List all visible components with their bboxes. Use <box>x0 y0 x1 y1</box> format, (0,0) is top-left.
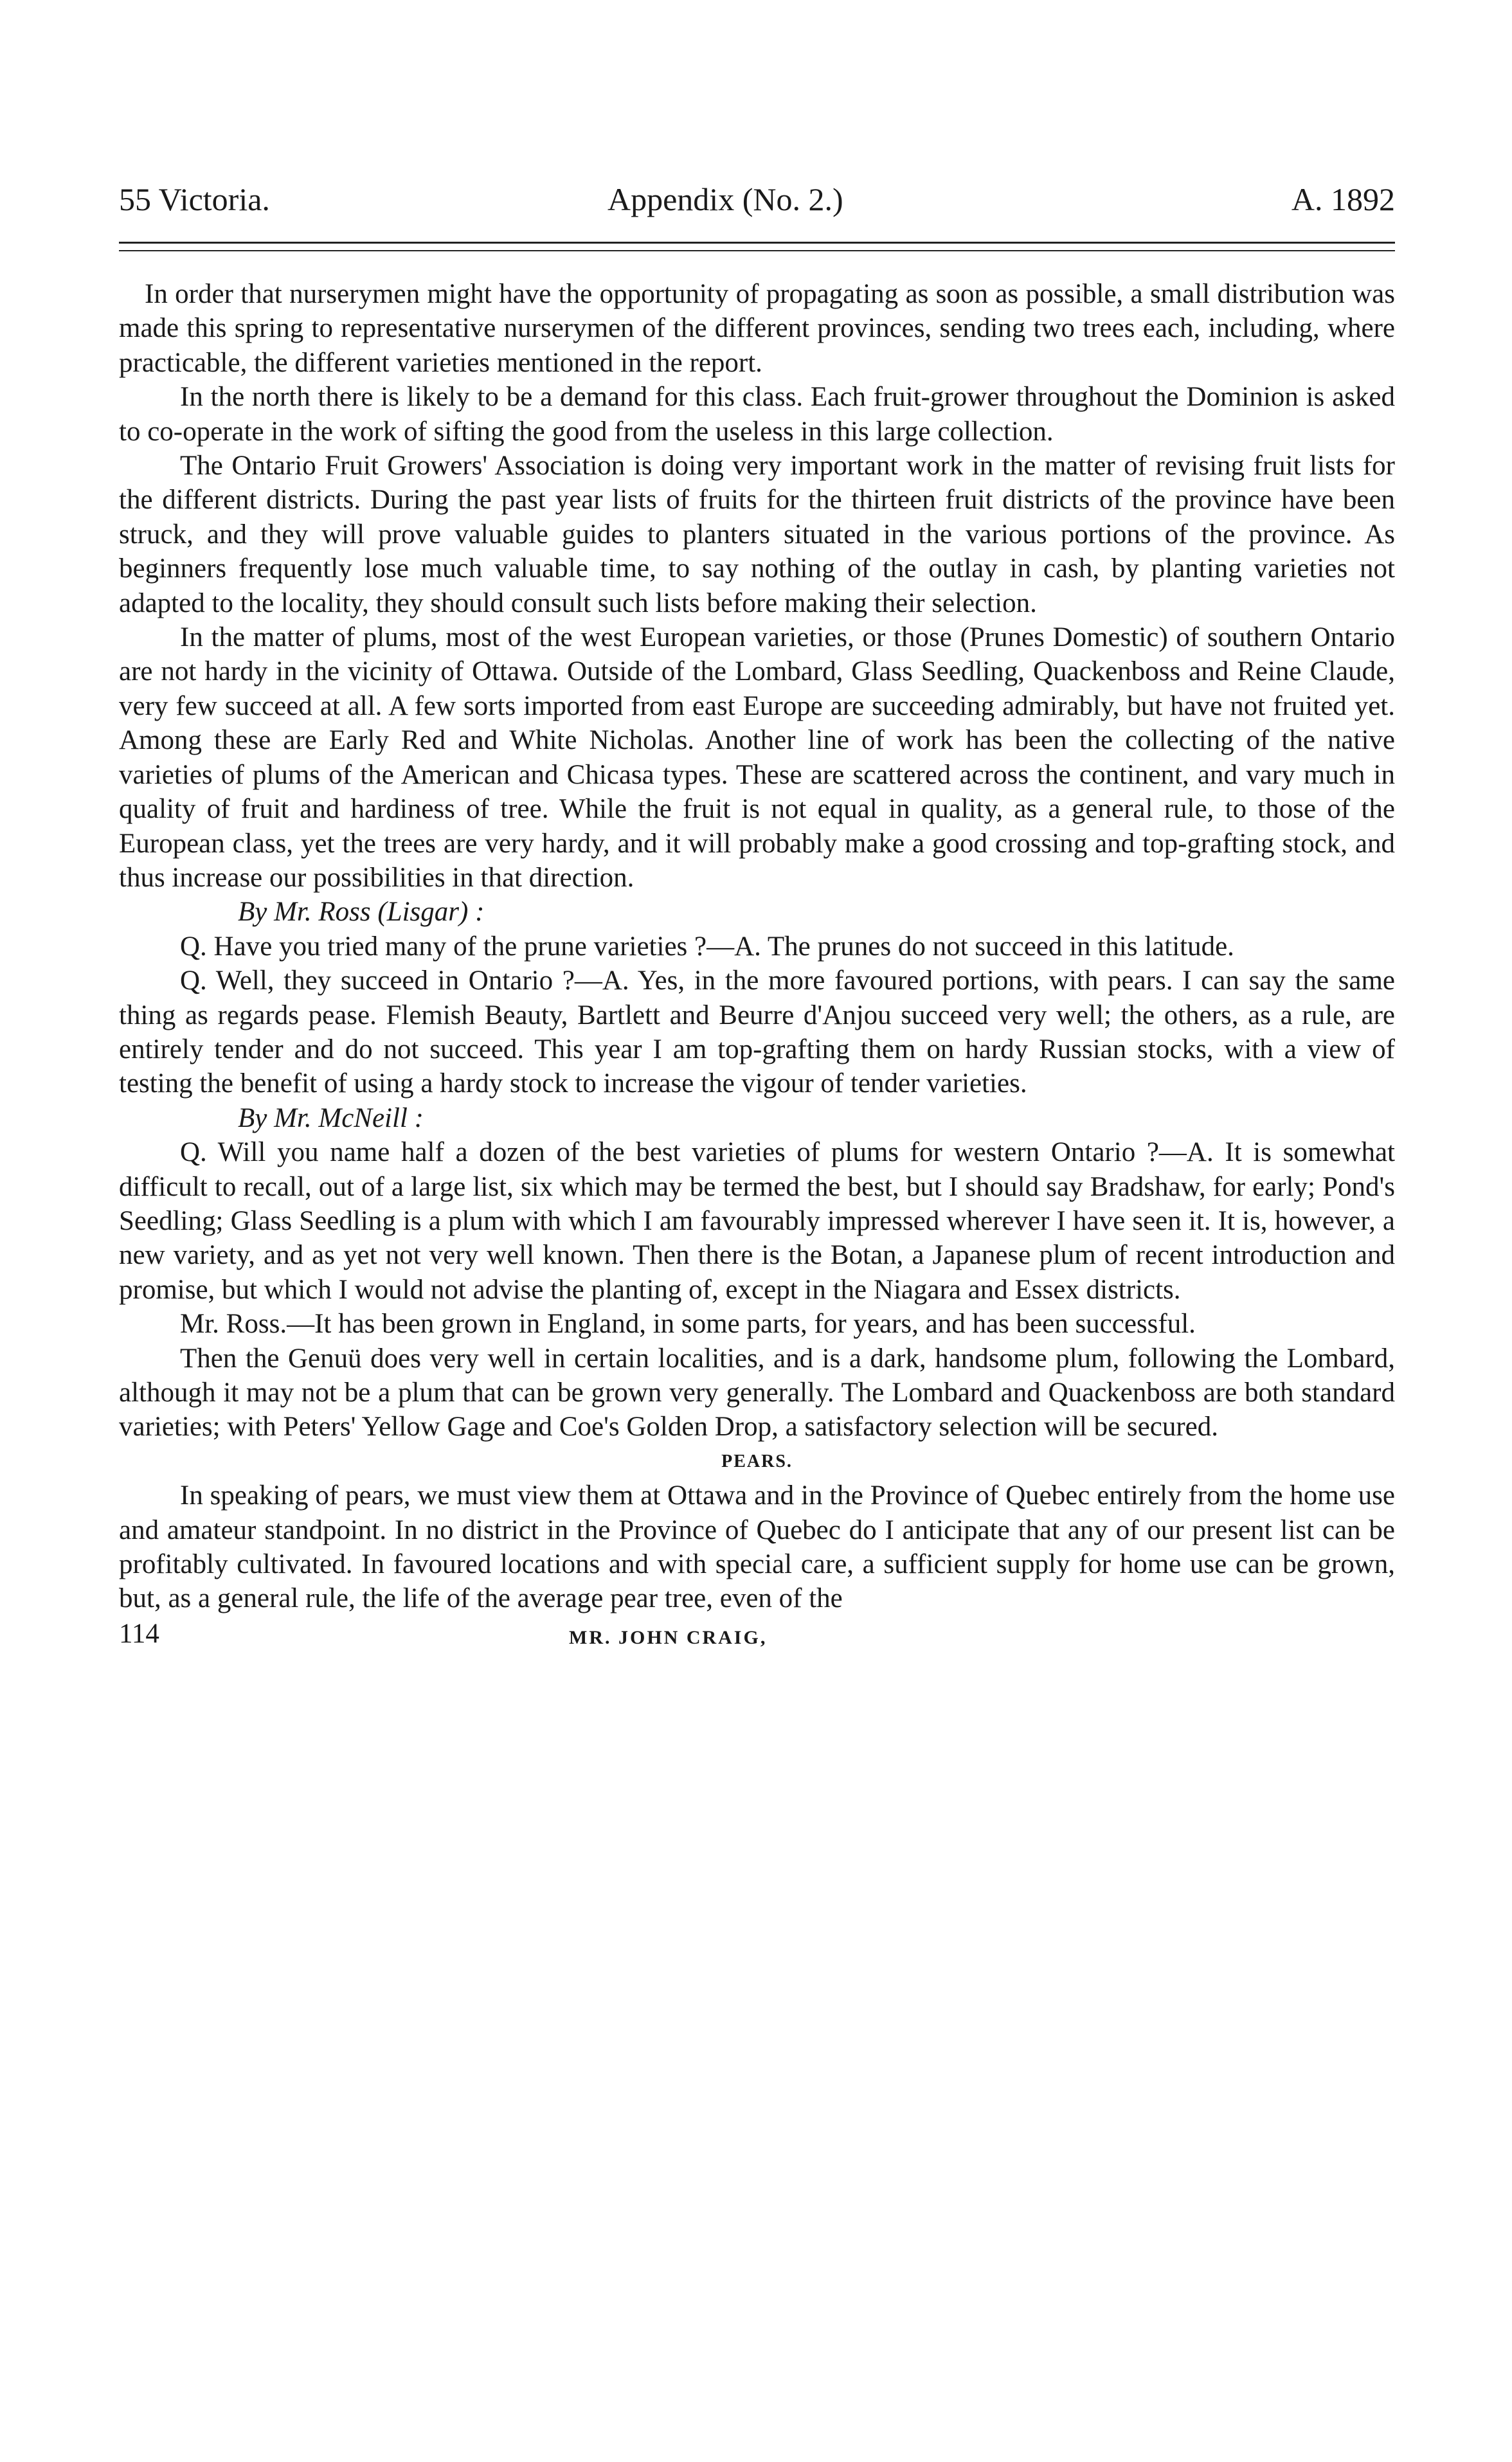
header-appendix: Appendix (No. 2.) <box>608 181 843 217</box>
header-rule <box>119 242 1395 251</box>
header-volume: 55 Victoria. <box>119 181 270 217</box>
page-number: 114 <box>119 1618 159 1649</box>
qa-mcneill-3: Then the Genuü does very well in certain localities, and is a dark, handsome plum, following the Lombard, although it may not be a plum that can be grown very generally. The Lombard and Quackenboss are both standard varieties; with Peters' Yellow Gage and Coe's Golden Drop, a satisfactory selection will be secured. <box>119 1343 1395 1442</box>
speaker-mcneill: By Mr. McNeill : <box>238 1102 424 1133</box>
paragraph-nurserymen: In order that nurserymen might have the opportunity of propagating as soon as possible, a small distribution was made this spring to representative nurserymen of the different provinces, sending two trees each, including, where practicable, the different varieties mentioned in the report. <box>119 279 1395 378</box>
qa-mcneill-1: Q. Will you name half a dozen of the best varieties of plums for western Ontario ?—A. It is somewhat difficult to recall, out of a large list, six which may be termed the best, but I should say Bradshaw, for early; Pond's Seedling; Glass Seedling is a plum with which I am favourably impressed wherever I have seen it. It is, however, a new variety, and as yet not very well known. Then there is the Botan, a Japanese plum of recent introduction and promise, but which I would not advise the planting of, except in the Niagara and Essex districts. <box>119 1137 1395 1305</box>
body-text <box>119 277 1395 1616</box>
footer-author: MR. JOHN CRAIG, <box>569 1626 768 1648</box>
qa-mcneill-2: Mr. Ross.—It has been grown in England, in some parts, for years, and has been successful. <box>180 1309 1196 1340</box>
paragraph-plums: In the matter of plums, most of the west European varieties, or those (Prunes Domestic) of southern Ontario are not hardy in the vicinity of Ottawa. Outside of the Lombard, Glass Seedling, Quackenboss and Reine Claude, very few succeed at all. A few sorts imported from east Europe are succeeding admirably, but have not fruited yet. Among these are Early Red and White Nicholas. Another line of work has been the collecting of the native varieties of plums of the American and Chicasa types. These are scattered across the continent, and vary much in quality of fruit and hardiness of tree. While the fruit is not equal in quality, as a general rule, to those of the European class, yet the trees are very hardy, and it will probably make a good crossing and top-grafting stock, and thus increase our possibilities in that direction. <box>119 622 1395 893</box>
section-heading-pears: PEARS. <box>721 1451 793 1471</box>
paragraph-north: In the north there is likely to be a demand for this class. Each fruit-grower throughout the Dominion is asked to co-operate in the work of sifting the good from the useless in this large collection. <box>119 382 1395 447</box>
qa-ross-1: Q. Have you tried many of the prune varieties ?—A. The prunes do not succeed in this latitude. <box>180 931 1234 962</box>
speaker-ross: By Mr. Ross (Lisgar) : <box>238 897 485 928</box>
running-header <box>119 174 1395 225</box>
page-footer <box>119 1616 1395 1651</box>
qa-ross-2: Q. Well, they succeed in Ontario ?—A. Yes, in the more favoured portions, with pears. I can say the same thing as regards pease. Flemish Beauty, Bartlett and Beurre d'Anjou succeed very well; the others, as a rule, are entirely tender and do not succeed. This year I am top-grafting them on hardy Russian stocks, with a view of testing the benefit of using a hardy stock to increase the vigour of tender varieties. <box>119 966 1395 1099</box>
paragraph-pears: In speaking of pears, we must view them at Ottawa and in the Province of Quebec entirely from the home use and amateur standpoint. In no district in the Province of Quebec do I anticipate that any of our present list can be profitably cultivated. In favoured locations and with special care, a sufficient supply for home use can be grown, but, as a general rule, the life of the average pear tree, even of the <box>119 1480 1395 1614</box>
paragraph-fruit-growers: The Ontario Fruit Growers' Association is doing very important work in the matter of revising fruit lists for the different districts. During the past year lists of fruits for the thirteen fruit districts of the province have been struck, and they will prove valuable guides to planters situated in the various portions of the province. As beginners frequently lose much valuable time, to say nothing of the outlay in cash, by planting varieties not adapted to the locality, they should consult such lists before making their selection. <box>119 451 1395 618</box>
document-page <box>119 174 1395 1651</box>
header-year: A. 1892 <box>1291 181 1395 217</box>
